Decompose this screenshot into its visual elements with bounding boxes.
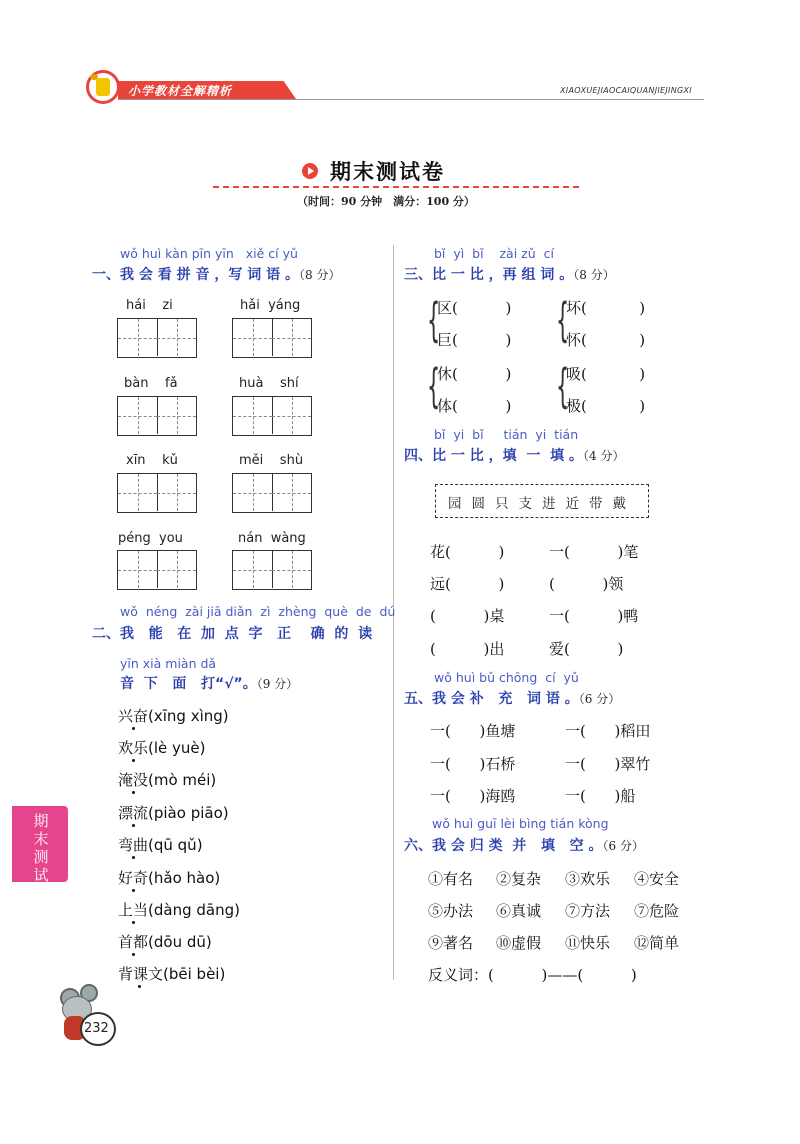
- side-tab-label: 期末测试: [33, 812, 49, 884]
- q5-cell[interactable]: 一( )翠竹: [565, 755, 651, 773]
- q5-cell[interactable]: 一( )稻田: [565, 722, 651, 740]
- writing-grid[interactable]: [232, 396, 312, 436]
- brace-icon: {: [556, 359, 570, 413]
- q3-cell[interactable]: 极( ): [566, 397, 646, 415]
- header-band-text: 小学教材全解精析: [128, 84, 233, 98]
- q1-item-pinyin: bàn fǎ: [124, 376, 178, 391]
- q2-pinyin-2: yīn xià miàn dǎ: [120, 656, 217, 671]
- play-icon: [302, 163, 318, 179]
- q1-item-pinyin: huà shí: [239, 376, 299, 391]
- logo-book-icon: [96, 78, 110, 96]
- q5-cell[interactable]: 一( )石桥: [430, 755, 516, 773]
- q6-word: ⑪快乐: [565, 934, 611, 952]
- q4-pinyin: bǐ yi bǐ tián yi tián: [434, 427, 579, 442]
- q6-word: ⑦方法: [565, 902, 611, 920]
- page-number: 232: [84, 1021, 109, 1036]
- q4-cell[interactable]: ( )领: [549, 575, 624, 593]
- q1-item-pinyin: hái zi: [126, 298, 173, 313]
- q6-word: ⑨著名: [428, 934, 474, 952]
- q4-cell[interactable]: 一( )笔: [549, 543, 639, 561]
- writing-grid[interactable]: [232, 318, 312, 358]
- q2-pinyin-1: wǒ néng zài jiā diǎn zì zhèng què de dú: [120, 604, 396, 619]
- q6-word: ④安全: [634, 870, 680, 888]
- q6-pinyin: wǒ huì guī lèi bìng tián kòng: [432, 816, 609, 831]
- writing-grid[interactable]: [117, 318, 197, 358]
- q2-heading-2: 音 下 面 打“√”。（9 分）: [120, 676, 299, 692]
- q3-pinyin: bǐ yì bǐ zài zǔ cí: [434, 246, 554, 261]
- q5-pinyin: wǒ huì bǔ chōng cí yǔ: [434, 670, 579, 685]
- q5-heading: 五、我 会 补 充 词 语 。（6 分）: [404, 691, 621, 707]
- writing-grid[interactable]: [232, 473, 312, 513]
- q4-heading: 四、比 一 比 ，填 一 填 。（4 分）: [404, 448, 625, 464]
- q5-cell[interactable]: 一( )船: [565, 787, 636, 805]
- q2-item: 好奇(hǎo hào): [118, 869, 221, 887]
- page-title: 期末测试卷: [330, 159, 445, 184]
- q3-heading: 三、比 一 比 ，再 组 词 。（8 分）: [404, 267, 615, 283]
- exam-info: （时间：90 分钟 满分：100 分）: [297, 195, 475, 208]
- logo-accent: [90, 74, 98, 80]
- q3-cell[interactable]: 坏( ): [566, 299, 646, 317]
- q3-cell[interactable]: 怀( ): [566, 331, 646, 349]
- writing-grid[interactable]: [117, 396, 197, 436]
- q3-cell[interactable]: 巨( ): [437, 331, 512, 349]
- q6-heading: 六、我 会 归 类 并 填 空 。（6 分）: [404, 838, 644, 854]
- q5-cell[interactable]: 一( )海鸥: [430, 787, 516, 805]
- writing-grid[interactable]: [117, 550, 197, 590]
- q1-pinyin: wǒ huì kàn pīn yīn xiě cí yǔ: [120, 246, 298, 261]
- q2-item: 首都(dōu dū): [118, 933, 212, 951]
- q6-word: ②复杂: [496, 870, 542, 888]
- q4-cell[interactable]: 花( ): [430, 543, 505, 561]
- brace-icon: {: [427, 293, 441, 347]
- q3-cell[interactable]: 吸( ): [566, 365, 646, 383]
- q4-cell[interactable]: ( )出: [430, 640, 505, 658]
- word-bank-text: 园圆只支进近带戴: [448, 496, 636, 512]
- q2-item: 上当(dàng dāng): [118, 901, 240, 919]
- q4-cell[interactable]: 远( ): [430, 575, 505, 593]
- writing-grid[interactable]: [232, 550, 312, 590]
- q6-word: ①有名: [428, 870, 474, 888]
- q3-cell[interactable]: 区( ): [437, 299, 512, 317]
- title-underline: [213, 186, 579, 188]
- q6-word: ③欢乐: [565, 870, 611, 888]
- q1-item-pinyin: nán wàng: [238, 531, 306, 546]
- brace-icon: {: [427, 359, 441, 413]
- q1-heading: 一、我 会 看 拼 音 ，写 词 语 。（8 分）: [92, 267, 341, 283]
- q3-cell[interactable]: 休( ): [437, 365, 512, 383]
- q6-word: ⑫简单: [634, 934, 680, 952]
- q6-word: ⑦危险: [634, 902, 680, 920]
- header-right-text: XIAOXUEJIAOCAIQUANJIEJINGXI: [560, 86, 692, 95]
- q1-item-pinyin: xīn kǔ: [126, 453, 178, 468]
- q2-item: 淹没(mò méi): [118, 771, 217, 789]
- q2-item: 兴奋(xīng xìng): [118, 707, 229, 725]
- q5-cell[interactable]: 一( )鱼塘: [430, 722, 516, 740]
- q4-cell[interactable]: 爱( ): [549, 640, 624, 658]
- q1-item-pinyin: hǎi yáng: [240, 298, 301, 313]
- q6-word: ⑤办法: [428, 902, 474, 920]
- writing-grid[interactable]: [117, 473, 197, 513]
- brace-icon: {: [556, 293, 570, 347]
- q1-item-pinyin: péng you: [118, 531, 183, 546]
- q1-item-pinyin: měi shù: [239, 453, 304, 468]
- q3-cell[interactable]: 体( ): [437, 397, 512, 415]
- q4-cell[interactable]: ( )桌: [430, 607, 505, 625]
- q6-word: ⑩虚假: [496, 934, 542, 952]
- q4-cell[interactable]: 一( )鸭: [549, 607, 639, 625]
- q2-heading-1: 二、我 能 在 加 点 字 正 确 的 读: [92, 626, 373, 642]
- q2-item: 背课文(bēi bèi): [118, 965, 226, 983]
- q6-word: ⑥真诚: [496, 902, 542, 920]
- header-rule: [118, 99, 704, 100]
- antonym-line[interactable]: 反义词：( )——( ): [428, 966, 637, 984]
- q2-item: 弯曲(qū qǔ): [118, 836, 203, 854]
- q2-item: 漂流(piào piāo): [118, 804, 229, 822]
- q2-item: 欢乐(lè yuè): [118, 739, 206, 757]
